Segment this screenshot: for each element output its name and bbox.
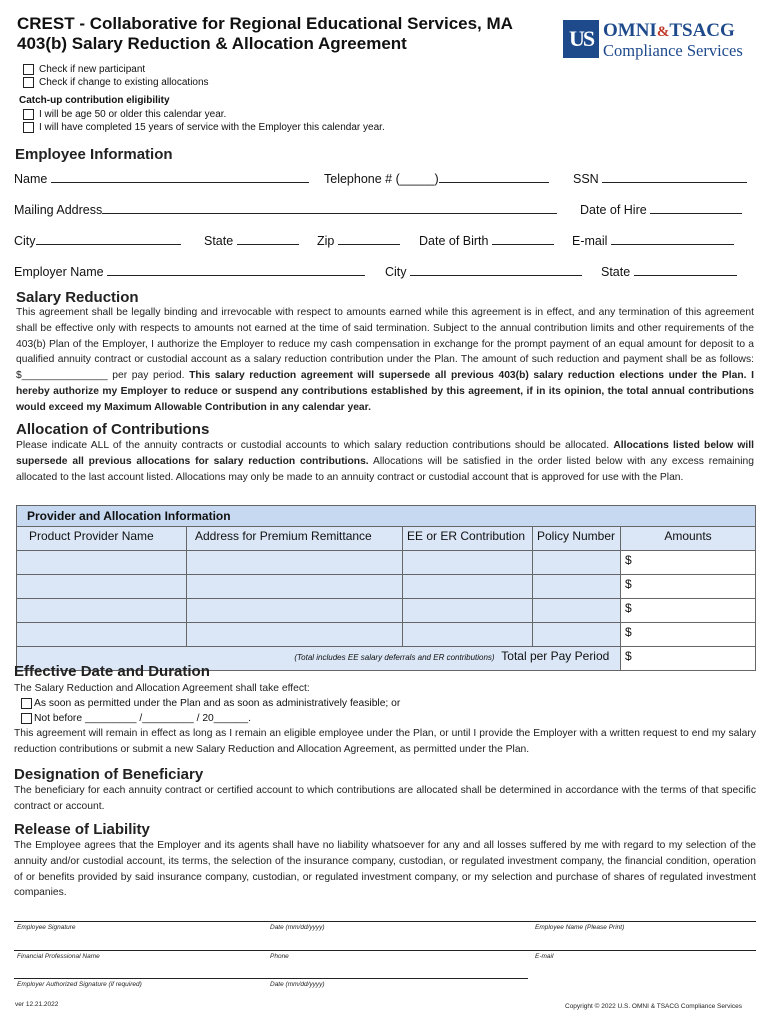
beneficiary-text: The beneficiary for each annuity contract or certified account to which contributions are allocated shall be determined in accordance with the terms of that specific contract or account.: [14, 785, 756, 812]
company-logo: [563, 20, 753, 60]
telephone-field[interactable]: Telephone # (_____): [324, 171, 549, 186]
change-allocations-option[interactable]: [23, 76, 209, 89]
provider-cell[interactable]: [17, 623, 187, 647]
new-participant-option[interactable]: [23, 63, 145, 76]
col-address-header: Address for Premium Remittance: [187, 527, 403, 551]
effective-date-heading: Effective Date and Duration: [14, 663, 210, 680]
zip-field[interactable]: Zip: [317, 233, 400, 248]
ssn-field[interactable]: SSN: [573, 171, 747, 186]
age-50-label: I will be age 50 or older this calendar year.: [39, 109, 227, 120]
copyright-label: Copyright © 2022 U.S. OMNI & TSACG Compliance Services: [565, 1003, 742, 1010]
contribution-cell[interactable]: [403, 551, 533, 575]
liability-text: The Employee agrees that the Employer and its agents shall have no liability whatsoever for any and all losses suffered by me with regard to my selection of the annuity and/or custodial account, its terms, the selection of the insurance company, custodian, or regulated investment company, the financial condition, operation of or benefits provided by said insurance company, custodian, or regulated investment company, or my selection and purchase of shares of regulated investment companies.: [14, 840, 756, 899]
employer-signature-label: Employer Authorized Signature (if required): [17, 981, 142, 988]
employee-name-label: Employee Name (Please Print): [535, 924, 625, 931]
effective-text: This agreement will remain in effect as long as I remain an eligible employee under the Plan, or until I provide the Employer with a written request to end my salary reduction contributions or submit a new Salary Reduction and Allocation Agreement, as permitted under the Plan.: [14, 728, 756, 755]
amount-cell[interactable]: $: [621, 623, 756, 647]
email-field[interactable]: E-mail: [572, 233, 734, 248]
phone-label: Phone: [270, 953, 289, 960]
provider-cell[interactable]: [17, 575, 187, 599]
provider-cell[interactable]: [17, 551, 187, 575]
table-row: [17, 623, 756, 647]
effective-intro: The Salary Reduction and Allocation Agreement shall take effect:: [14, 683, 310, 694]
state-field[interactable]: State: [204, 233, 299, 248]
amount-cell[interactable]: $: [621, 551, 756, 575]
signature-line-1: [14, 921, 756, 922]
provider-allocation-table: [16, 505, 756, 671]
version-label: ver 12.21.2022: [15, 1001, 59, 1008]
col-policy-header: Policy Number: [533, 527, 621, 551]
age-50-checkbox[interactable]: [23, 109, 34, 120]
policy-cell[interactable]: [533, 623, 621, 647]
mailing-address-field[interactable]: Mailing Address: [14, 202, 557, 217]
address-cell[interactable]: [187, 599, 403, 623]
date-label-1: Date (mm/dd/yyyy): [270, 924, 325, 931]
not-before-label: Not before _________ /_________ / 20______.: [34, 713, 251, 724]
address-cell[interactable]: [187, 575, 403, 599]
total-note: (Total includes EE salary deferrals and ER contributions): [294, 653, 495, 662]
col-provider-header: Product Provider Name: [17, 527, 187, 551]
asap-checkbox[interactable]: [21, 698, 32, 709]
table-row: [17, 551, 756, 575]
date-of-hire-field[interactable]: Date of Hire: [580, 202, 742, 217]
logo-subtitle: Compliance Services: [603, 41, 743, 60]
contribution-cell[interactable]: [403, 599, 533, 623]
contribution-cell[interactable]: [403, 575, 533, 599]
signature-line-3: [14, 978, 528, 979]
table-row: [17, 575, 756, 599]
fifteen-years-option[interactable]: [23, 121, 385, 134]
total-label: Total per Pay Period: [501, 649, 610, 663]
allocation-text: Please indicate ALL of the annuity contracts or custodial accounts to which salary reduction contributions should be allocated. Allocations listed below will supersede all previous allocations for salary reduction contributions. Allocations will be satisfied in the order listed below with any excess remaining allocated to the last account listed. Allocations may only be made to an annuity contract or custodial account that is approved for use with the Plan.: [16, 440, 754, 483]
new-participant-checkbox[interactable]: [23, 64, 34, 75]
change-allocations-label: Check if change to existing allocations: [39, 77, 209, 88]
date-of-birth-field[interactable]: Date of Birth: [419, 233, 554, 248]
city-field[interactable]: City: [14, 233, 181, 248]
title-line-1: CREST - Collaborative for Regional Educational Services, MA: [17, 14, 513, 33]
salary-reduction-heading: Salary Reduction: [16, 289, 139, 306]
asap-label: As soon as permitted under the Plan and as soon as administratively feasible; or: [34, 698, 401, 709]
provider-cell[interactable]: [17, 599, 187, 623]
employer-city-field[interactable]: City: [385, 264, 582, 279]
signature-line-2: [14, 950, 756, 951]
form-title: [17, 14, 557, 54]
allocation-heading: Allocation of Contributions: [16, 421, 210, 438]
table-row: [17, 599, 756, 623]
amount-cell[interactable]: $: [621, 575, 756, 599]
asap-option[interactable]: [21, 697, 400, 710]
new-participant-label: Check if new participant: [39, 64, 146, 75]
beneficiary-heading: Designation of Beneficiary: [14, 766, 204, 783]
title-line-2: 403(b) Salary Reduction & Allocation Agreement: [17, 34, 407, 53]
employee-signature-label: Employee Signature: [17, 924, 76, 931]
address-cell[interactable]: [187, 623, 403, 647]
logo-mark: US: [563, 20, 599, 58]
policy-cell[interactable]: [533, 551, 621, 575]
employer-state-field[interactable]: State: [601, 264, 737, 279]
not-before-checkbox[interactable]: [21, 713, 32, 724]
fifteen-years-label: I will have completed 15 years of service with the Employer this calendar year.: [39, 122, 385, 133]
salary-reduction-text: This agreement shall be legally binding and irrevocable with respect to amounts earned while this agreement is in effect, and any termination of this agreement shall be effective only with respects to amounts not earned at the time of said termination. Subject to the annual contribution limits and other requirements of the 403(b) Plan of the Employer, I authorize the Employer to reduce my cash compensation in exchange for the prompt payment of an equal amount for deposit to a qualified annuity contract or custodial account as a salary reduction contribution under the Plan. The amount of such reduction and payment shall be as follows: $_______________ per pay period. This salary reduction agreement will supersede all previous 403(b) salary reduction elections under the Plan. I hereby authorize my Employer to reduce or suspend any contributions established by this agreement, if in its opinion, the total annual contributions would exceed my Maximum Allowable Contribution in any calendar year.: [16, 307, 754, 413]
employer-name-field[interactable]: Employer Name: [14, 264, 365, 279]
employee-info-heading: Employee Information: [15, 146, 173, 163]
age-50-option[interactable]: [23, 108, 226, 121]
financial-professional-label: Financial Professional Name: [17, 953, 100, 960]
col-amounts-header: Amounts: [621, 527, 756, 551]
policy-cell[interactable]: [533, 575, 621, 599]
change-allocations-checkbox[interactable]: [23, 77, 34, 88]
email-label: E-mail: [535, 953, 554, 960]
not-before-option[interactable]: [21, 712, 251, 725]
contribution-cell[interactable]: [403, 623, 533, 647]
catchup-heading: Catch-up contribution eligibility: [19, 95, 170, 106]
logo-name: OMNI&TSACG: [603, 20, 735, 41]
amount-per-period-blank[interactable]: _______________: [21, 370, 108, 382]
col-contribution-header: EE or ER Contribution: [403, 527, 533, 551]
policy-cell[interactable]: [533, 599, 621, 623]
date-label-2: Date (mm/dd/yyyy): [270, 981, 325, 988]
liability-heading: Release of Liability: [14, 821, 150, 838]
total-amount-cell[interactable]: $: [621, 647, 756, 671]
address-cell[interactable]: [187, 551, 403, 575]
table-heading: Provider and Allocation Information: [17, 506, 756, 527]
name-field[interactable]: Name: [14, 171, 309, 186]
amount-cell[interactable]: $: [621, 599, 756, 623]
fifteen-years-checkbox[interactable]: [23, 122, 34, 133]
